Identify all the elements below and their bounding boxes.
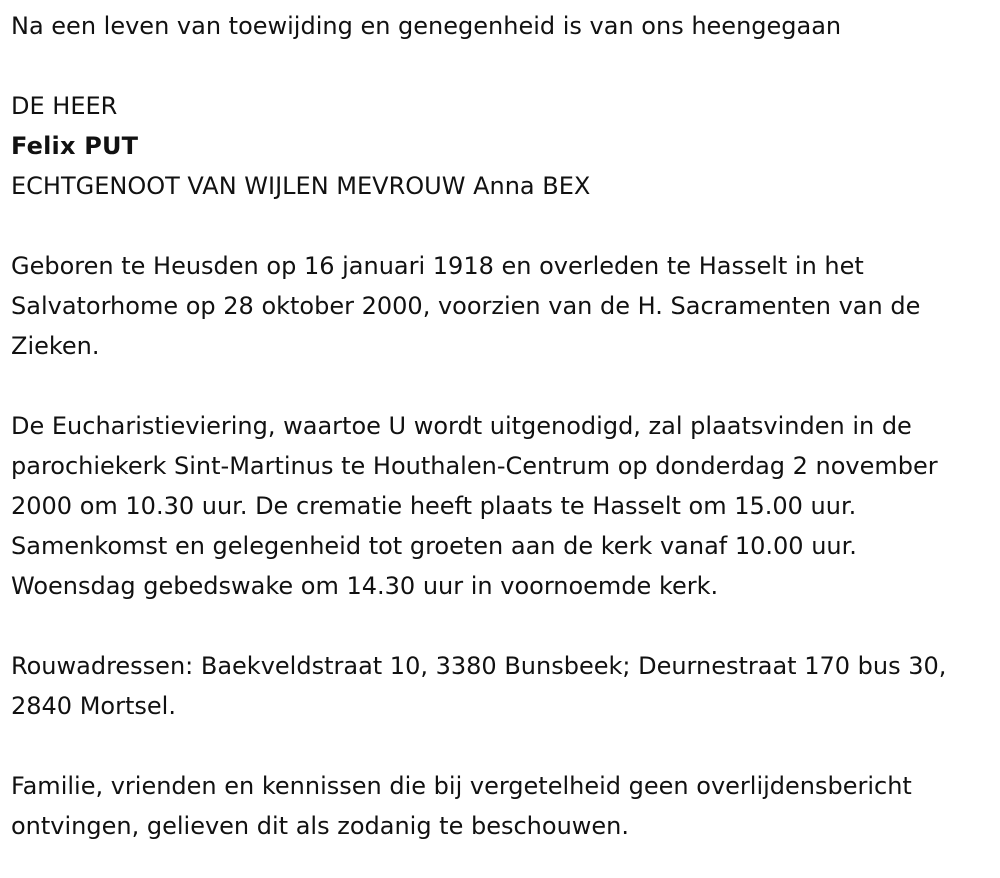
spouse-line: ECHTGENOOT VAN WIJLEN MEVROUW Anna BEX	[11, 172, 591, 200]
closing-paragraph: Familie, vrienden en kennissen die bij vergetelheid geen overlijdensbericht ontvingen, gelieven dit als zodanig te beschouwen.	[11, 772, 912, 840]
spacer	[11, 366, 1000, 406]
birth-death-paragraph: Geboren te Heusden op 16 januari 1918 en overleden te Hasselt in het Salvatorhome op 28 oktober 2000, voorzien van de H. Sacramenten van de Zieken.	[11, 252, 921, 360]
ceremony-paragraph: De Eucharistieviering, waartoe U wordt uitgenodigd, zal plaatsvinden in de parochiekerk Sint-Martinus te Houthalen-Centrum op donderdag 2 november 2000 om 10.30 uur. De crematie heeft plaats te Hasselt om 15.00 uur. Samenkomst en gelegenheid tot groeten aan de kerk vanaf 10.00 uur. Woensdag gebedswake om 14.30 uur in voornoemde kerk.	[11, 412, 938, 600]
intro-text: Na een leven van toewijding en genegenheid is van ons heengegaan	[11, 12, 842, 40]
spacer	[11, 726, 1000, 766]
spacer	[11, 206, 1000, 246]
spacer	[11, 46, 1000, 86]
addresses-paragraph: Rouwadressen: Baekveldstraat 10, 3380 Bunsbeek; Deurnestraat 170 bus 30, 2840 Mortsel.	[11, 652, 947, 720]
honorific-title: DE HEER	[11, 92, 118, 120]
spacer	[11, 606, 1000, 646]
deceased-name: Felix PUT	[11, 132, 139, 160]
